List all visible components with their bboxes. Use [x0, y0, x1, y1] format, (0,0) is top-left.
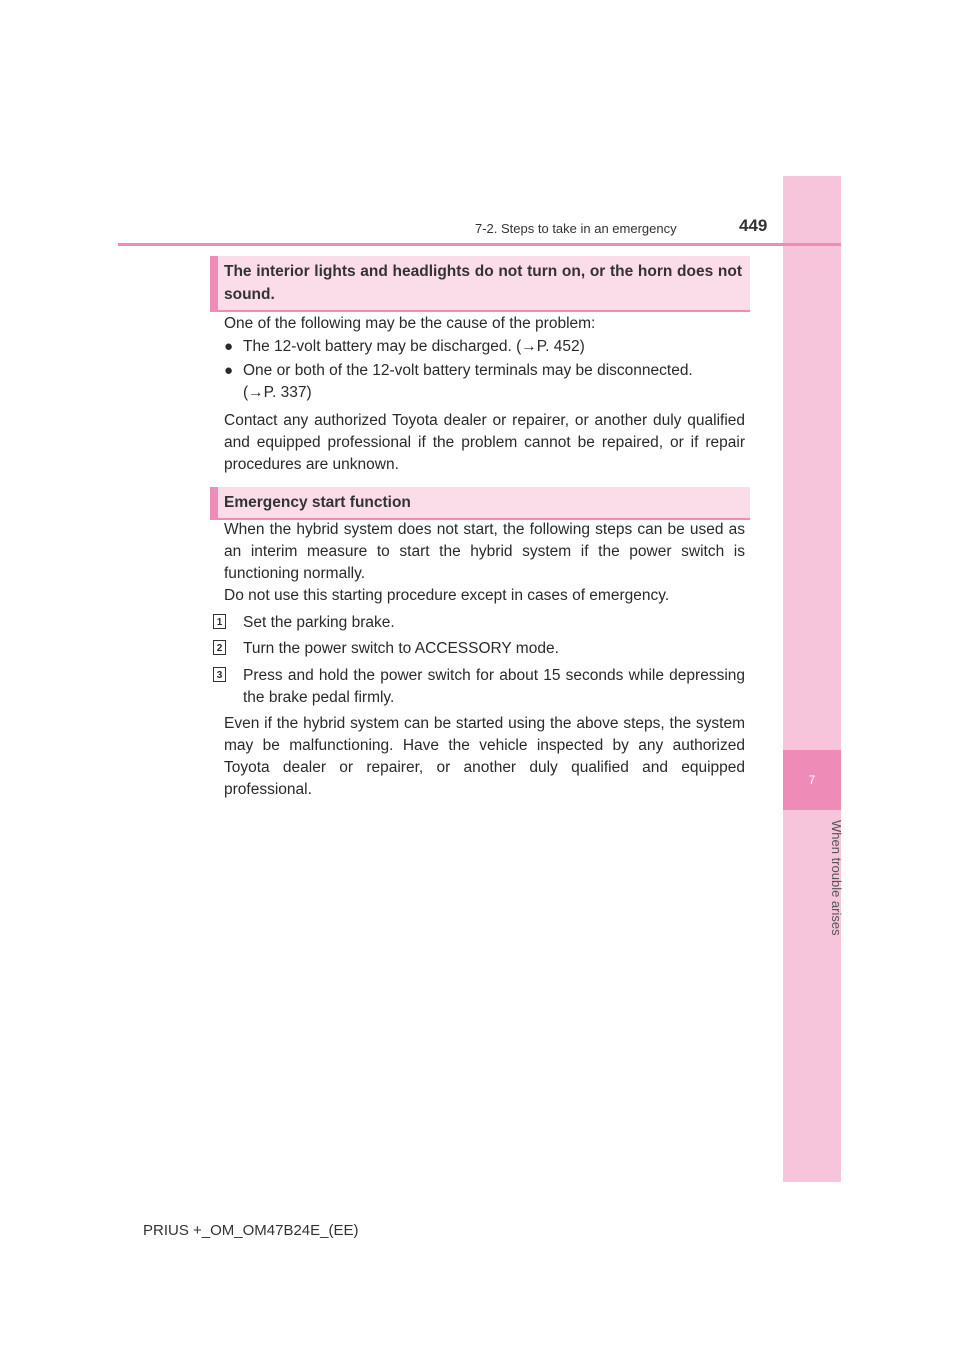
section2-warning: Do not use this starting procedure except in cases of emergency.	[224, 587, 670, 604]
chapter-side-tab	[783, 176, 841, 1182]
section1-contact-text: Contact any authorized Toyota dealer or repairer, or another duly qualified and equipped professional if the problem cannot be repaired, or if repair procedures are unknown.	[224, 412, 745, 473]
page-reference-link[interactable]: (→P. 337)	[243, 384, 312, 401]
section1-intro: One of the following may be the cause of the problem:	[224, 315, 596, 332]
step-item	[213, 665, 745, 709]
step-number-badge: 1	[213, 614, 226, 629]
bullet-icon: ●	[224, 338, 234, 355]
bullet-text: The 12-volt battery may be discharged. (→P. 452)	[243, 338, 585, 355]
chapter-title: When trouble arises	[829, 820, 844, 936]
chapter-number: 7	[783, 750, 841, 810]
section2-intro: When the hybrid system does not start, the following steps can be used as an interim measure to start the hybrid system if the power switch is functioning normally.	[224, 521, 745, 582]
bullet-icon: ●	[224, 362, 234, 379]
bullet-item	[224, 336, 745, 358]
step-text: Turn the power switch to ACCESSORY mode.	[243, 640, 559, 657]
bullet-continuation	[224, 382, 745, 404]
bullet-text: One or both of the 12-volt battery terminals may be disconnected.	[243, 362, 693, 379]
header-rule	[118, 243, 841, 246]
step-number-badge: 3	[213, 667, 226, 682]
section-path: 7-2. Steps to take in an emergency	[475, 221, 677, 236]
step-item	[213, 612, 745, 634]
page-number: 449	[739, 216, 768, 235]
step-item	[213, 638, 745, 660]
section-heading-emergency-start: Emergency start function	[210, 487, 750, 520]
step-text: Press and hold the power switch for about 15 seconds while depressing the brake pedal firmly.	[243, 667, 745, 706]
step-number-badge: 2	[213, 640, 226, 655]
section2-closing: Even if the hybrid system can be started using the above steps, the system may be malfunctioning. Have the vehicle inspected by any authorized Toyota dealer or repairer, or another duly qualified and equipped professional.	[224, 715, 745, 798]
step-text: Set the parking brake.	[243, 614, 395, 631]
bullet-item	[224, 360, 745, 382]
section-heading-lights-horn: The interior lights and headlights do not turn on, or the horn does not sound.	[210, 256, 750, 312]
document-code: PRIUS +_OM_OM47B24E_(EE)	[143, 1222, 359, 1239]
